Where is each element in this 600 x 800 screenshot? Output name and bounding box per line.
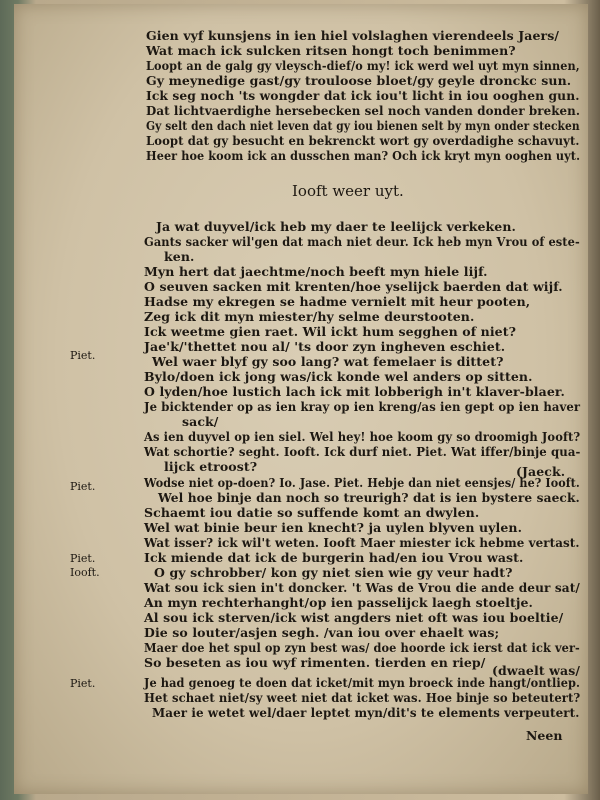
book-page	[14, 4, 588, 794]
verse-line: Al sou ick sterven/ick wist angders niet oft was iou boeltie/	[144, 610, 564, 625]
verse-line: Wat isser? ick wil't weten. Iooft Maer miester ick hebme vertast.	[144, 535, 580, 550]
verse-line: Loopt dat gy besucht en bekrenckt wort gy overdadighe schavuyt.	[146, 133, 580, 148]
verse-line: (Jaeck.	[516, 464, 566, 479]
verse-line: O seuven sacken mit krenten/hoe yselijck baerden dat wijf.	[144, 279, 563, 294]
verse-line: O gy schrobber/ kon gy niet sien wie gy veur hadt?	[154, 565, 513, 580]
verse-line: Wodse niet op-doen? Io. Jase. Piet. Hebje dan niet eensjes/ he? Iooft.	[144, 475, 580, 490]
speaker-name: Piet.	[70, 480, 96, 493]
verse-line: Maer doe het spul op zyn best was/ doe hoorde ick ierst dat ick ver-	[144, 640, 580, 655]
verse-line: Jae'k/'thettet nou al/ 'ts door zyn ingheven eschiet.	[144, 339, 506, 354]
speaker-name: Piet.	[70, 677, 96, 690]
verse-line: Je had genoeg te doen dat icket/mit myn broeck inde hangt/ontliep.	[144, 675, 581, 690]
verse-line: Heer hoe koom ick an dusschen man? Och ick kryt myn ooghen uyt.	[146, 148, 581, 163]
scene-heading: Iooft weer uyt.	[292, 182, 404, 200]
verse-line: Die so louter/asjen segh. /van iou over ehaelt was;	[144, 625, 500, 640]
verse-line: Wat mach ick sulcken ritsen hongt toch benimmen?	[146, 43, 516, 58]
verse-line: Bylo/doen ick jong was/ick konde wel anders op sitten.	[144, 369, 533, 384]
verse-line: ken.	[164, 249, 195, 264]
speaker-name: Iooft.	[70, 566, 100, 579]
verse-line: Wat sou ick sien in't doncker. 't Was de Vrou die ande deur sat/	[144, 580, 580, 595]
verse-line: Ick miende dat ick de burgerin had/en iou Vrou wast.	[144, 550, 524, 565]
verse-line: O lyden/hoe lustich lach ick mit lobberigh in't klaver-blaer.	[144, 384, 565, 399]
verse-line: Het schaet niet/sy weet niet dat icket was. Hoe binje so beteutert?	[144, 690, 581, 705]
verse-line: Wat schortie? seght. Iooft. Ick durf niet. Piet. Wat iffer/binje qua-	[144, 444, 581, 459]
speaker-name: Piet.	[70, 349, 96, 362]
verse-line: As ien duyvel op ien siel. Wel hey! hoe koom gy so droomigh Jooft?	[144, 429, 581, 444]
verse-line: (dwaelt was/	[492, 663, 581, 678]
verse-line: Hadse my ekregen se hadme vernielt mit heur pooten,	[144, 294, 531, 309]
verse-line: So beseten as iou wyf rimenten. tierden en riep/	[144, 655, 486, 670]
verse-line: lijck etroost?	[164, 459, 258, 474]
verse-line: Zeg ick dit myn miester/hy selme deurstooten.	[144, 309, 475, 324]
verse-line: Schaemt iou datie so suffende komt an dwylen.	[144, 505, 480, 520]
verse-line: Ja wat duyvel/ick heb my daer te leelijck verkeken.	[156, 219, 516, 234]
verse-line: Myn hert dat jaechtme/noch beeft myn hiele lijf.	[144, 264, 488, 279]
speaker-name: Piet.	[70, 552, 96, 565]
verse-line: sack/	[182, 414, 219, 429]
verse-line: Wel wat binie beur ien knecht? ja uylen blyven uylen.	[144, 520, 523, 535]
verse-line: Je bicktender op as ien kray op ien kreng/as ien gept op ien haver	[144, 399, 581, 414]
verse-line: Ick seg noch 'ts wongder dat ick iou't licht in iou ooghen gun.	[146, 88, 580, 103]
verse-line: Gy meynedige gast/gy trouloose bloet/gy geyle dronckc sun.	[146, 73, 572, 88]
verse-line: Gien vyf kunsjens in ien hiel volslaghen vierendeels Jaers/	[146, 28, 560, 43]
verse-line: Wel waer blyf gy soo lang? wat femelaer is dittet?	[152, 354, 504, 369]
verse-line: Loopt an de galg gy vleysch-dief/o my! ick werd wel uyt myn sinnen,	[146, 58, 580, 73]
verse-line: Ick weetme gien raet. Wil ickt hum segghen of niet?	[144, 324, 517, 339]
catchword: Neen	[526, 728, 563, 743]
show-through-text	[22, 174, 92, 634]
verse-line: An myn rechterhanght/op ien passelijck laegh stoeltje.	[144, 595, 533, 610]
verse-line: Wel hoe binje dan noch so treurigh? dat is ien bystere saeck.	[158, 490, 580, 505]
verse-line: Gants sacker wil'gen dat mach niet deur. Ick heb myn Vrou of este-	[144, 234, 580, 249]
verse-line: Gy selt den dach niet leven dat gy iou bienen selt by myn onder stecken	[146, 118, 580, 133]
verse-line: Maer ie wetet wel/daer leptet myn/dit's te elements verpeutert.	[152, 705, 580, 720]
verse-line: Dat lichtvaerdighe hersebecken sel noch vanden donder breken.	[146, 103, 581, 118]
